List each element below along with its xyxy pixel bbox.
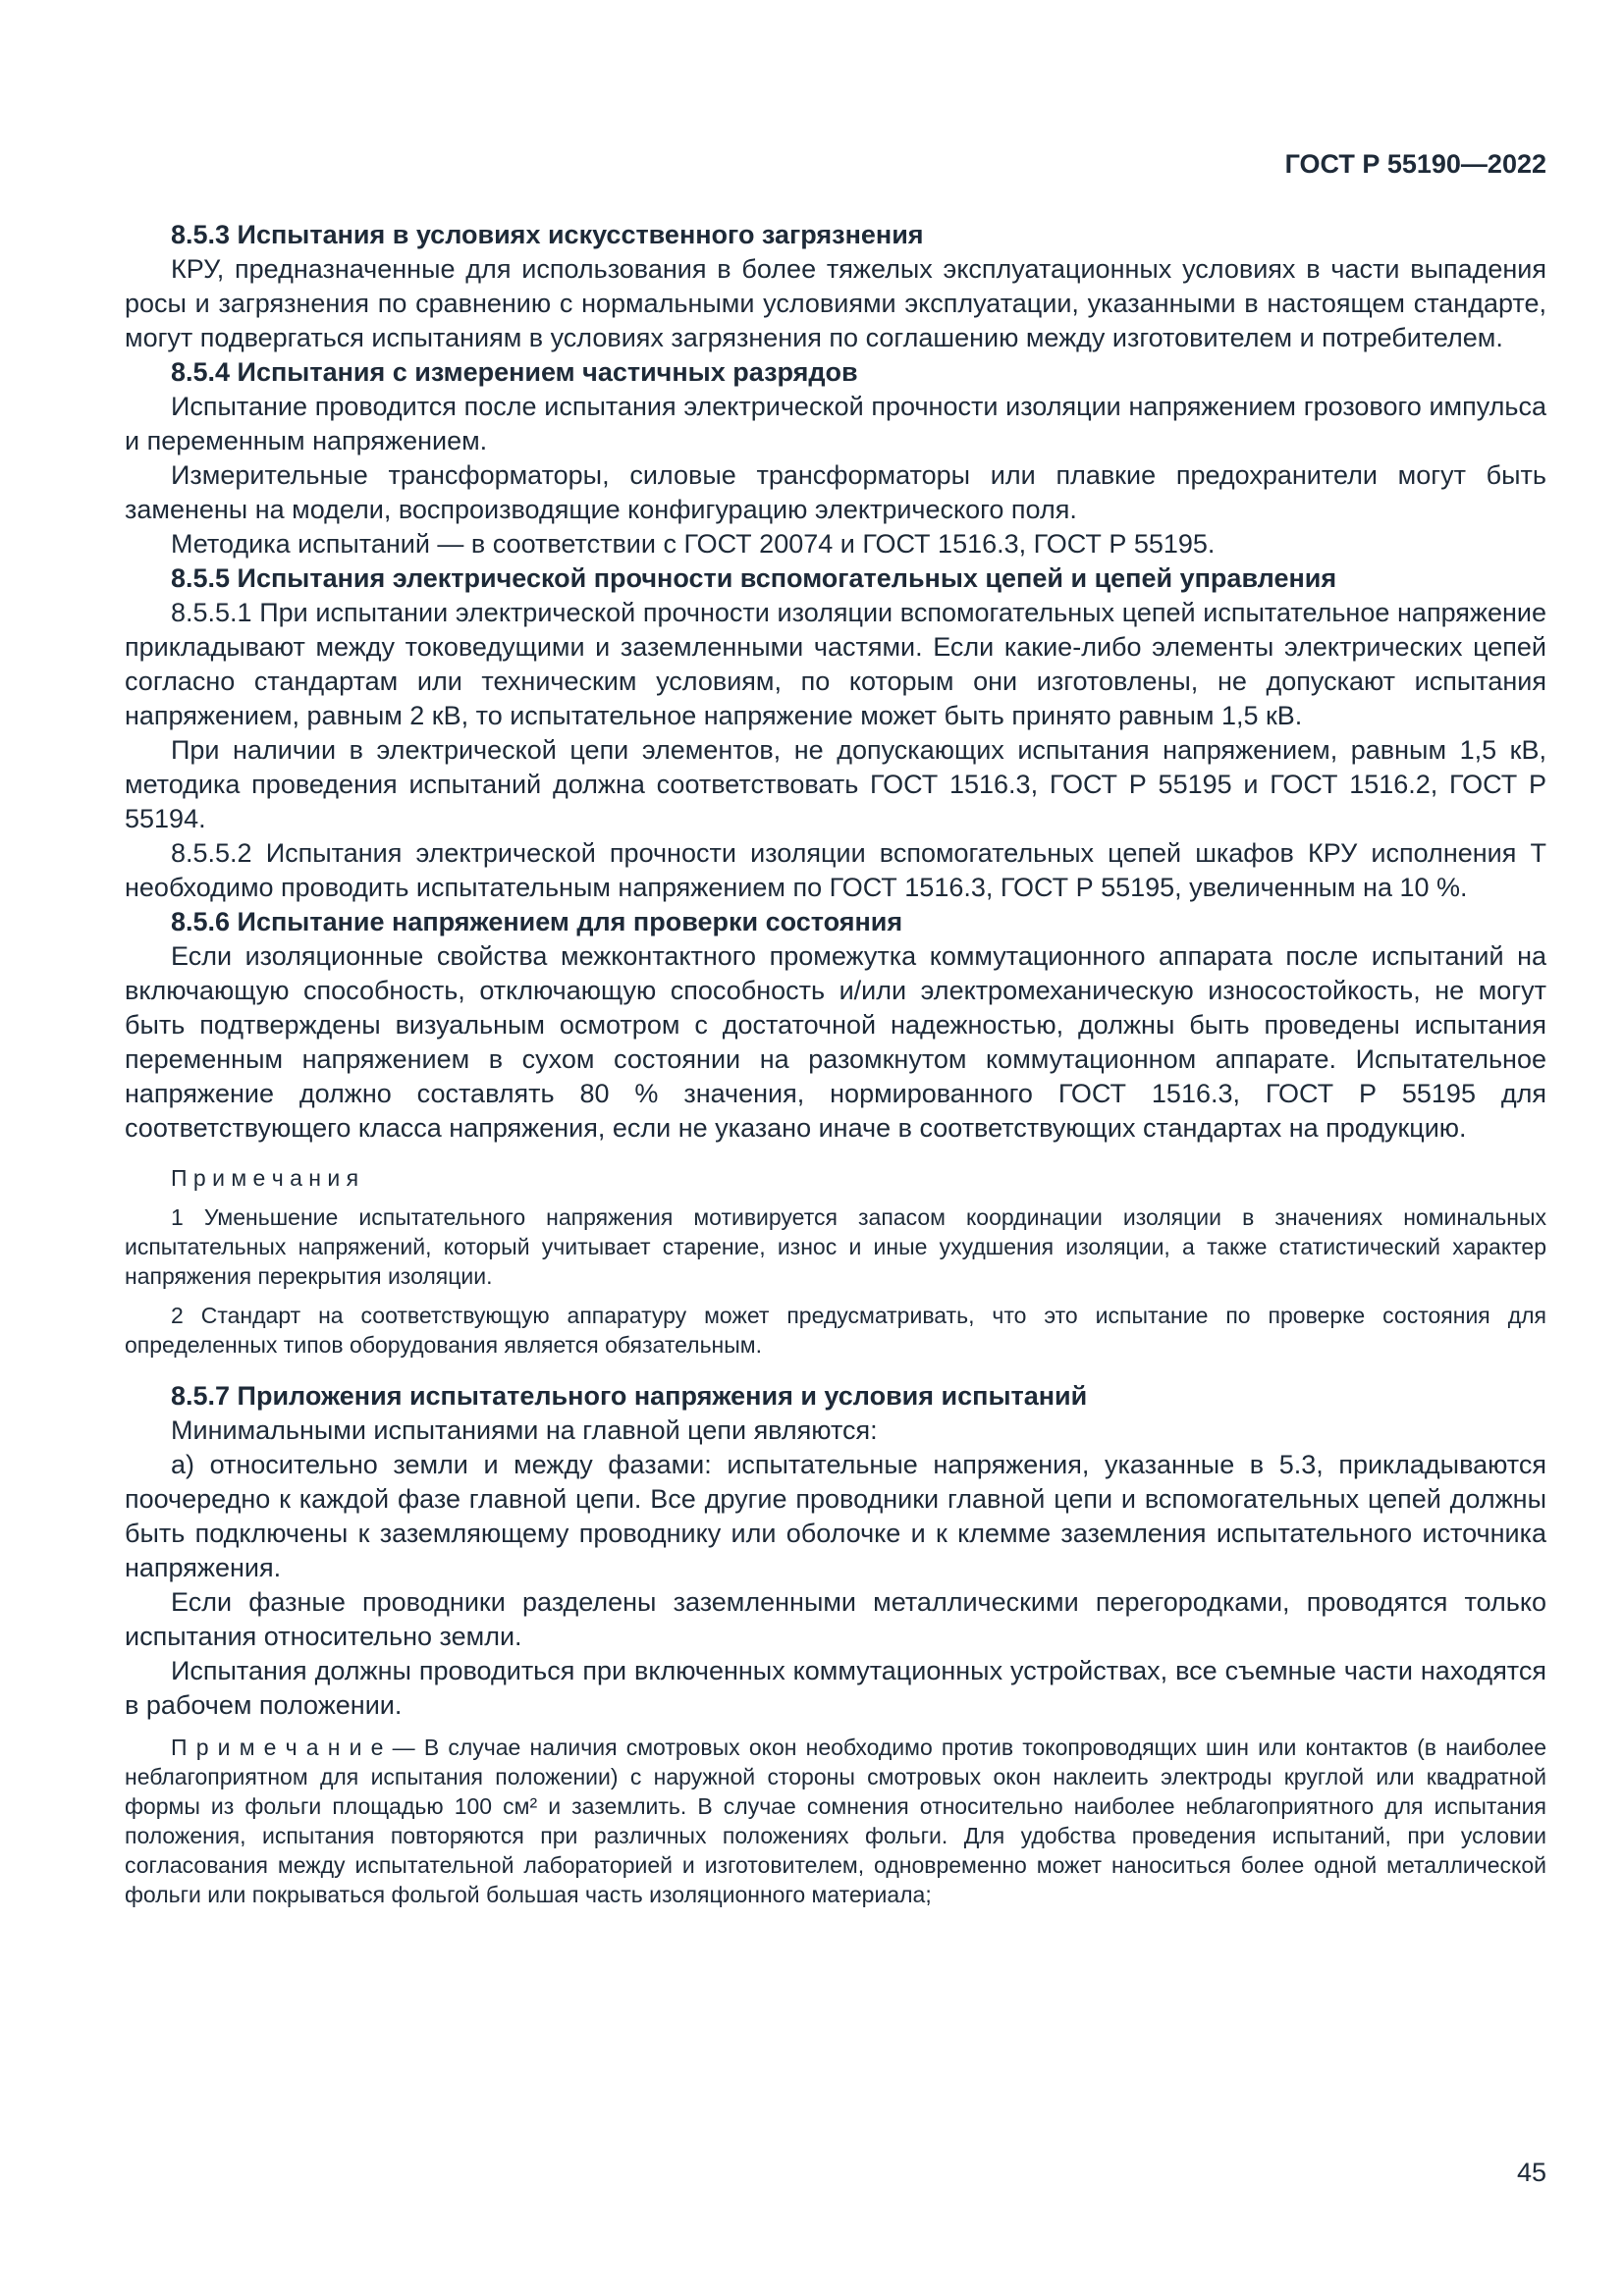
paragraph: При наличии в электрической цепи элементов, не допускающих испытания напряжением, равным 1,5 кВ, методика проведения испытаний должна соответствовать ГОСТ 1516.3, ГОСТ Р 55195 и ГОСТ 1516.2, ГОСТ Р 55194. [125,735,1546,833]
paragraph: Если фазные проводники разделены заземленными металлическими перегородками, проводятся только испытания относительно земли. [125,1587,1546,1651]
paragraph: Измерительные трансформаторы, силовые трансформаторы или плавкие предохранители могут быть заменены на модели, воспроизводящие конфигурацию электрического поля. [125,460,1546,524]
header-doc-code: ГОСТ Р 55190—2022 [1284,149,1546,179]
paragraph: Если изоляционные свойства межконтактного промежутка коммутационного аппарата после испытаний на включающую способность, отключающую способность и/или электромеханическую износостойкость, не могут быть подтверждены визуальным осмотром с достаточной надежностью, должны быть проведены испытания переменным напряжением в сухом состоянии на разомкнутом коммутационном аппарате. Испытательное напряжение должно составлять 80 % значения, нормированного ГОСТ 1516.3, ГОСТ Р 55195 для соответствующего класса напряжения, если не указано иначе в соответствующих стандартах на продукцию. [125,941,1546,1143]
paragraph: КРУ, предназначенные для использования в более тяжелых эксплуатационных условиях в части выпадения росы и загрязнения по сравнению с нормальными условиями эксплуатации, указанными в настоящем стандарте, могут подвергаться испытаниям в условиях загрязнения по соглашению между изготовителем и потребителем. [125,254,1546,352]
note-item-1: 1 Уменьшение испытательного напряжения мотивируется запасом координации изоляции в значениях номинальных испытательных напряжений, который учитывает старение, износ и иные ухудшения изоляции, а также статистический характер напряжения перекрытия изоляции. [125,1204,1546,1289]
paragraph: 8.5.5.1 При испытании электрической прочности изоляции вспомогательных цепей испытательное напряжение прикладывают между токоведущими и заземленными частями. Если какие-либо элементы электрических цепей согласно стандартам или техническим условиям, по которым они изготовлены, не допускают испытания напряжением, равным 2 кВ, то испытательное напряжение может быть принято равным 1,5 кВ. [125,598,1546,730]
paragraph: Испытания должны проводиться при включенных коммутационных устройствах, все съемные части находятся в рабочем положении. [125,1656,1546,1720]
paragraph: 8.5.5.2 Испытания электрической прочности изоляции вспомогательных цепей шкафов КРУ исполнения Т необходимо проводить испытательным напряжением по ГОСТ 1516.3, ГОСТ Р 55195, увеличенным на 10 %. [125,838,1546,902]
heading-8-5-5: 8.5.5 Испытания электрической прочности вспомогательных цепей и цепей управления [171,563,1337,593]
heading-8-5-3: 8.5.3 Испытания в условиях искусственного загрязнения [171,220,924,249]
note-item-2: 2 Стандарт на соответствующую аппаратуру может предусматривать, что это испытание по проверке состояния для определенных типов оборудования является обязательным. [125,1303,1546,1358]
page-number: 45 [1516,2158,1546,2187]
paragraph: Испытание проводится после испытания электрической прочности изоляции напряжением грозового импульса и переменным напряжением. [125,392,1546,455]
heading-8-5-6: 8.5.6 Испытание напряжением для проверки состояния [171,907,903,936]
paragraph: а) относительно земли и между фазами: испытательные напряжения, указанные в 5.3, прикладываются поочередно к каждой фазе главной цепи. Все другие проводники главной цепи и вспомогательных цепей должны быть подключены к заземляющему проводнику или оболочке и к клемме заземления испытательного источника напряжения. [125,1450,1546,1582]
note-item-foil: П р и м е ч а н и е — В случае наличия смотровых окон необходимо против токопроводящих шин или контактов (в наиболее неблагоприятном для испытания положении) с наружной стороны смотровых окон наклеить электроды круглой или квадратной формы из фольги площадью 100 см² и заземлить. В случае сомнения относительно наиболее неблагоприятного для испытания положения, испытания повторяются при различных положениях фольги. Для удобства проведения испытаний, при условии согласования между испытательной лабораторией и изготовителем, одновременно может наноситься более одной металлической фольги или покрываться фольгой большая часть изоляционного материала; [125,1735,1546,1907]
heading-8-5-4: 8.5.4 Испытания с измерением частичных разрядов [171,357,858,387]
paragraph: Методика испытаний — в соответствии с ГОСТ 20074 и ГОСТ 1516.3, ГОСТ Р 55195. [171,529,1216,559]
document-body [125,218,1546,1909]
notes-label: П р и м е ч а н и я [171,1165,359,1191]
paragraph: Минимальными испытаниями на главной цепи являются: [171,1415,878,1445]
heading-8-5-7: 8.5.7 Приложения испытательного напряжения и условия испытаний [171,1381,1088,1411]
